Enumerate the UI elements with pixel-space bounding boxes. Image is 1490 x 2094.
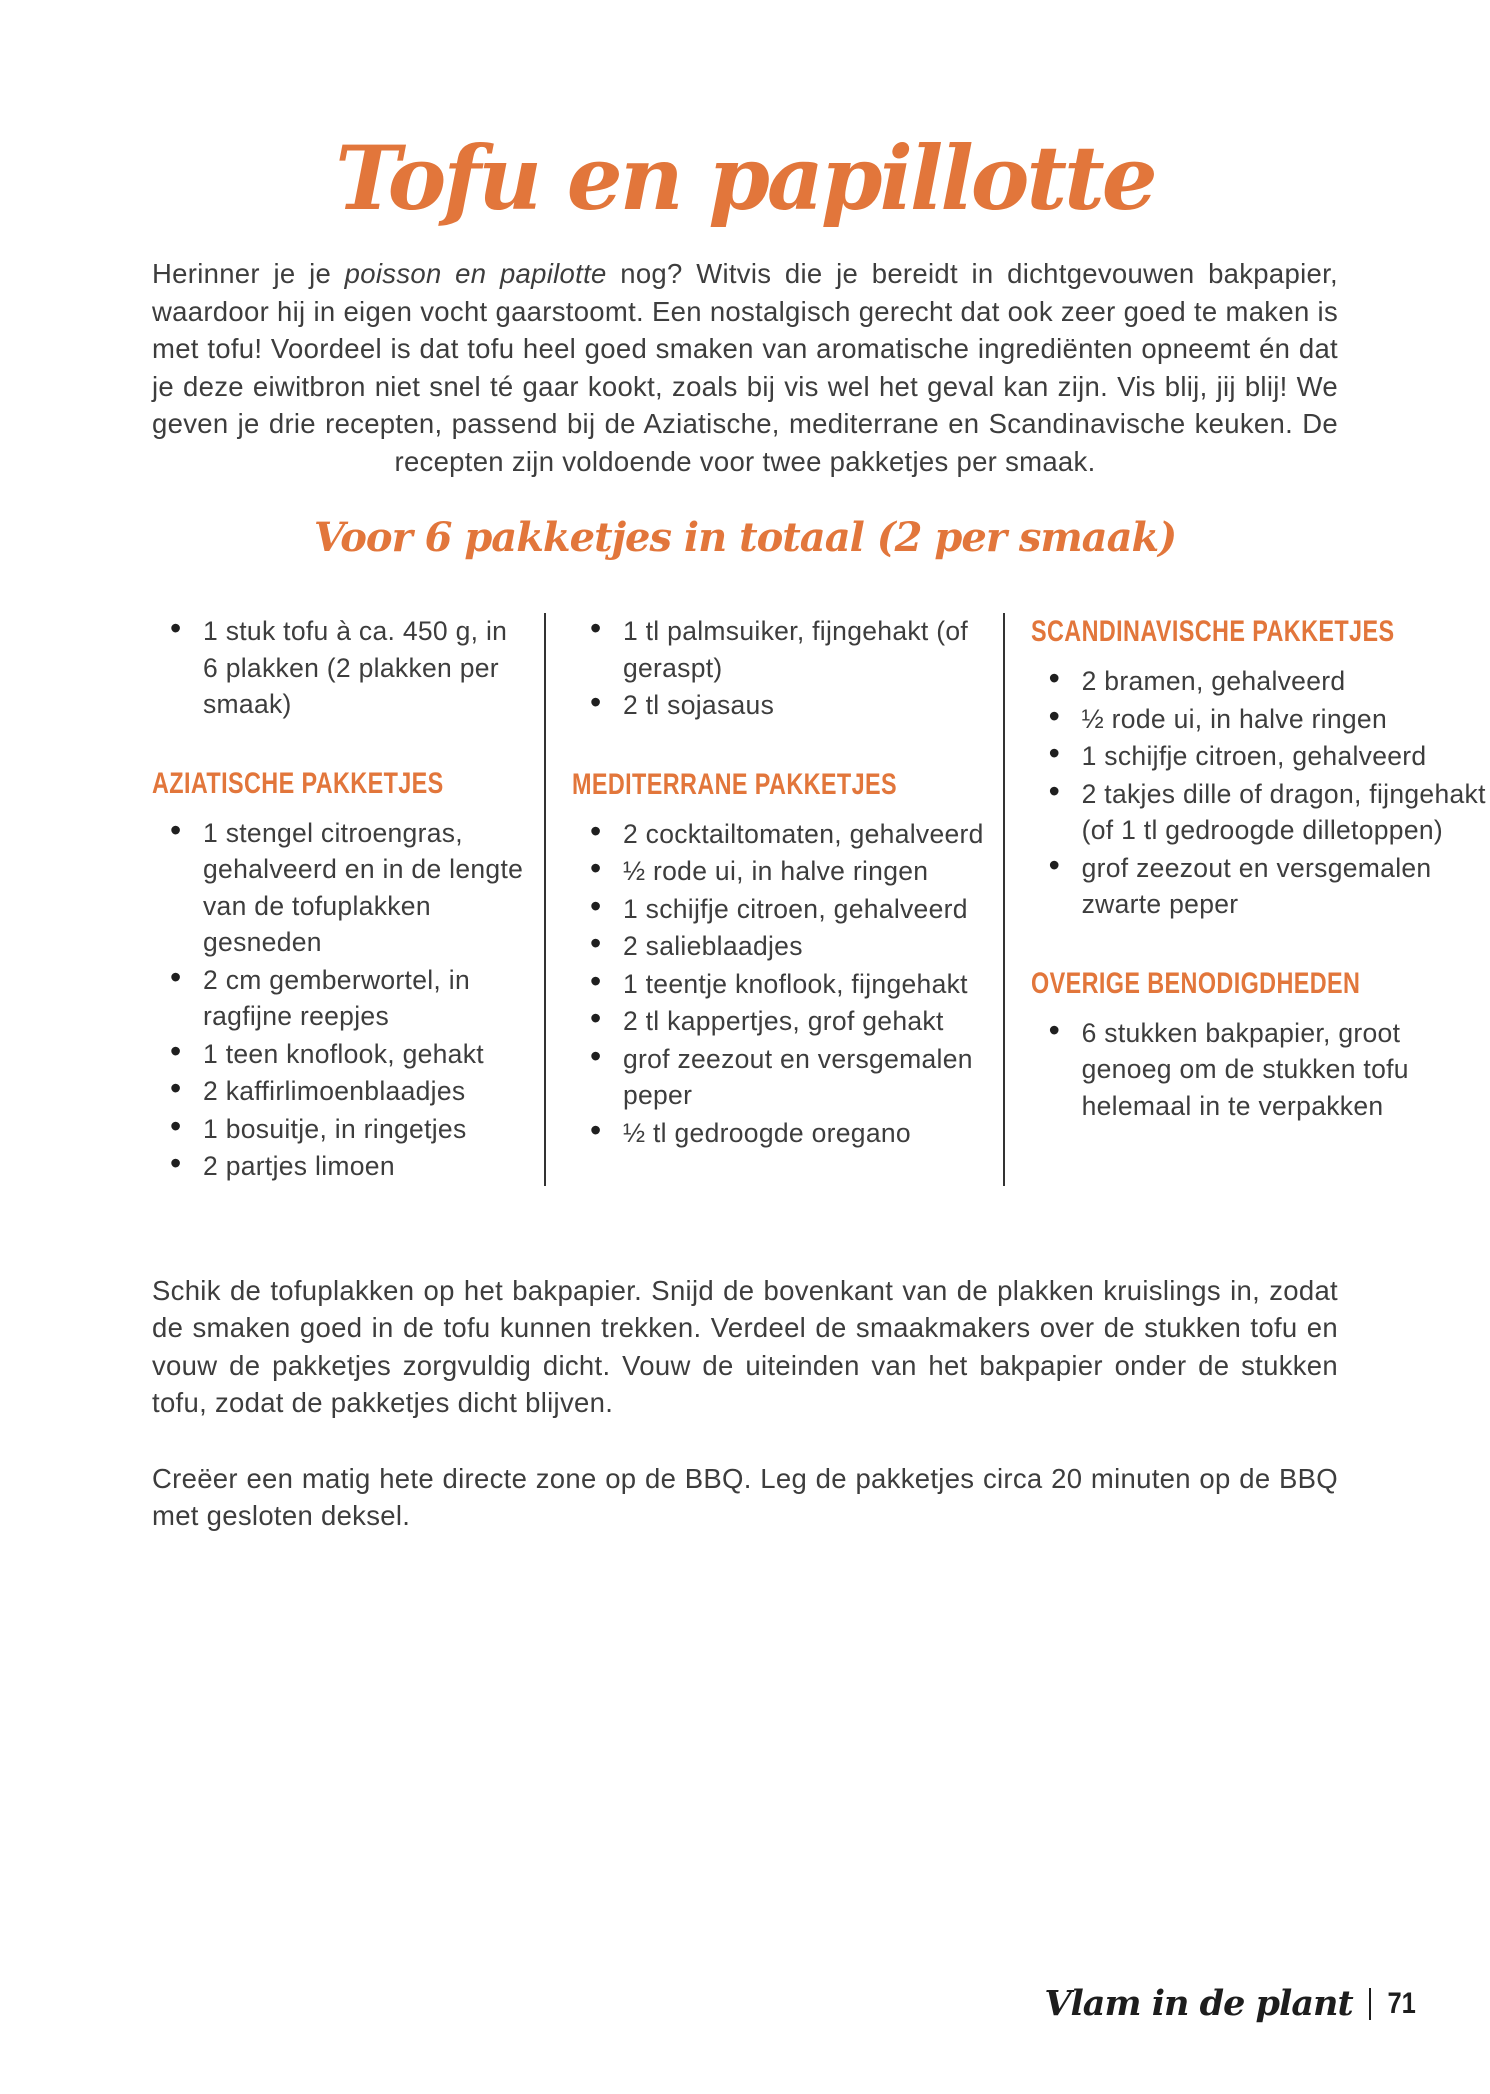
intro-text-post: nog? Witvis die je bereidt in dichtgevouwen bakpapier, waardoor hij in eigen vocht gaarstoomt. Een nostalgisch gerecht dat ook zeer goed te maken is met tofu! Voordeel is dat tofu heel goed smaken van aromatische ingrediënten opneemt én dat je deze eiwitbron niet snel té gaar kookt, zoals bij vis wel het geval kan zijn. Vis blij, jij blij! We geven je drie recepten, passend bij de Aziatische, mediterrane en Scandinavische keuken. De recepten zijn voldoende voor twee pakketjes per smaak. [152, 258, 1338, 477]
ingredient-item: • ½ tl gedroogde oregano [590, 1115, 989, 1152]
intro-text-italic: poisson en papilotte [344, 258, 607, 290]
book-title: Vlam in de plant [1044, 1983, 1353, 2024]
ingredient-list-asian [152, 815, 526, 1185]
column-header-mediterranean: MEDITERRANE PAKKETJES [571, 767, 897, 801]
ingredient-item: • 2 kaffirlimoenblaadjes [170, 1073, 526, 1110]
ingredient-item: • 1 stengel citroengras, gehalveerd en in de lengte van de tofuplakken gesneden [170, 815, 526, 961]
recipe-page [0, 128, 1490, 2094]
ingredient-item: • ½ rode ui, in halve ringen [590, 853, 989, 890]
ingredient-item: • 1 tl palmsuiker, fijngehakt (of geraspt) [590, 613, 989, 686]
instructions [152, 1272, 1338, 1535]
ingredient-item: • 2 takjes dille of dragon, fijngehakt (of 1 tl gedroogde dilletoppen) [1049, 776, 1490, 849]
ingredient-item: • 2 bramen, gehalveerd [1049, 663, 1490, 700]
ingredient-list-scandinavian [1031, 663, 1490, 923]
ingredient-item: • 1 schijfje citroen, gehalveerd [590, 891, 989, 928]
column-header-scandinavian: SCANDINAVISCHE PAKKETJES [1030, 615, 1395, 649]
ingredients-section-title: Voor 6 pakketjes in totaal (2 per smaak) [313, 514, 1177, 562]
ingredient-item: • grof zeezout en versgemalen peper [590, 1041, 989, 1114]
ingredients-column-mediterranean [544, 613, 1003, 1186]
ingredients-column-scandinavian [1003, 613, 1490, 1186]
ingredients-columns [152, 613, 1486, 1186]
column-header-other-supplies: OVERIGE BENODIGDHEDEN [1030, 966, 1360, 1000]
ingredient-list-base [152, 613, 526, 723]
instruction-paragraph-1: Schik de tofuplakken op het bakpapier. Snijd de bovenkant van de plakken kruislings in, zodat de smaken goed in de tofu kunnen trekken. Verdeel de smaakmakers over de stukken tofu en vouw de pakketjes zorgvuldig dicht. Vouw de uiteinden van het bakpapier onder de stukken tofu, zodat de pakketjes dicht blijven. [152, 1274, 1338, 1419]
ingredient-item: • 1 teen knoflook, gehakt [170, 1036, 526, 1073]
footer-divider [1369, 1988, 1371, 2020]
intro-paragraph [152, 255, 1338, 480]
ingredient-item: • 1 bosuitje, in ringetjes [170, 1111, 526, 1148]
ingredient-item: • 2 partjes limoen [170, 1148, 526, 1185]
page-number: 71 [1387, 1986, 1416, 2020]
ingredient-list-asian-continued [572, 613, 989, 724]
ingredient-list-other-supplies [1031, 1015, 1490, 1125]
ingredient-item: • 1 schijfje citroen, gehalveerd [1049, 738, 1490, 775]
page-footer [1044, 1983, 1418, 2024]
column-header-asian: AZIATISCHE PAKKETJES [152, 766, 444, 800]
ingredient-item: • 2 tl sojasaus [590, 687, 989, 724]
ingredient-item: • 2 salieblaadjes [590, 928, 989, 965]
ingredient-item: • 6 stukken bakpapier, groot genoeg om de stukken tofu helemaal in te verpakken [1049, 1015, 1490, 1125]
ingredients-column-asian [152, 613, 544, 1186]
page-title: Tofu en papillotte [335, 126, 1155, 230]
ingredient-item: • 1 teentje knoflook, fijngehakt [590, 966, 989, 1003]
ingredient-item: • 2 tl kappertjes, grof gehakt [590, 1003, 989, 1040]
ingredient-item: • 2 cm gemberwortel, in ragfijne reepjes [170, 962, 526, 1035]
intro-text-pre: Herinner je je [152, 258, 345, 290]
ingredient-item: • 2 cocktailtomaten, gehalveerd [590, 816, 989, 853]
instruction-paragraph-2: Creëer een matig hete directe zone op de BBQ. Leg de pakketjes circa 20 minuten op de BBQ met gesloten deksel. [152, 1462, 1338, 1532]
ingredient-item: • ½ rode ui, in halve ringen [1049, 701, 1490, 738]
ingredient-list-mediterranean [572, 816, 989, 1152]
ingredient-item: • grof zeezout en versgemalen zwarte peper [1049, 850, 1490, 923]
ingredient-item: • 1 stuk tofu à ca. 450 g, in 6 plakken (2 plakken per smaak) [170, 613, 526, 723]
